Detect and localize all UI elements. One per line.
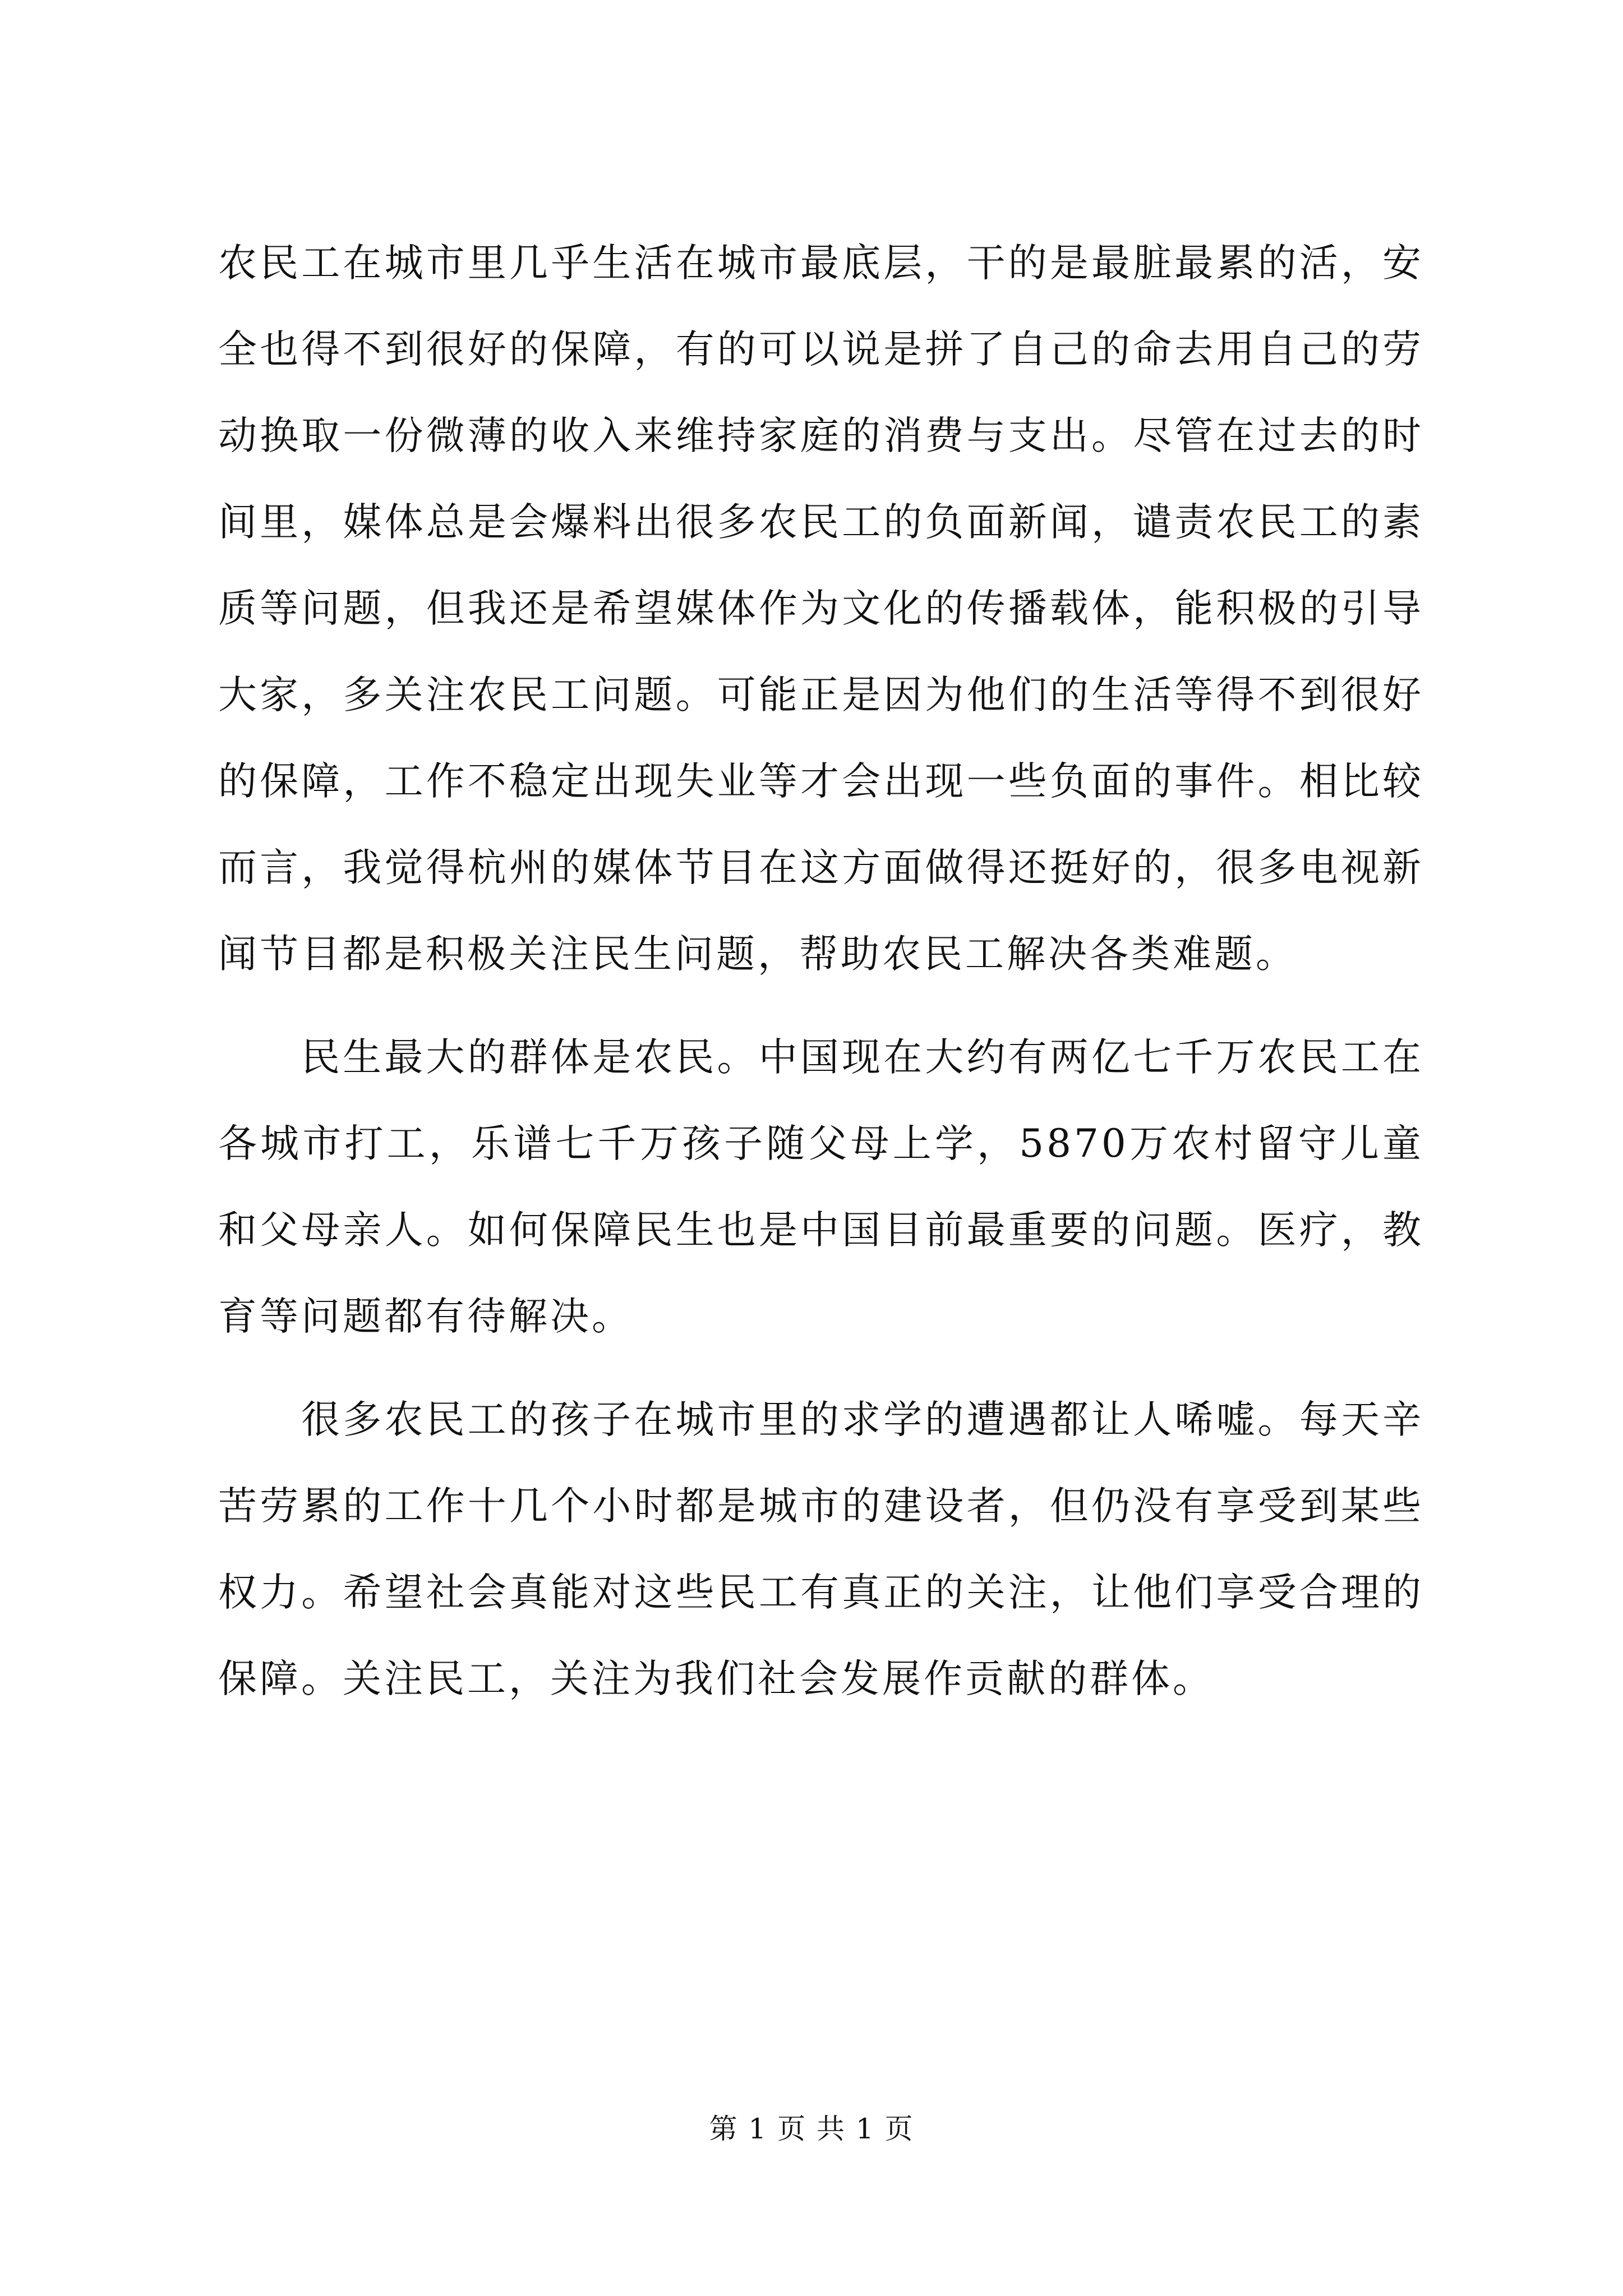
document-body <box>218 220 1424 1722</box>
paragraph-1: 农民工在城市里几乎生活在城市最底层，干的是最脏最累的活，安全也得不到很好的保障，有的可以说是拼了自己的命去用自己的劳动换取一份微薄的收入来维持家庭的消费与支出。尽管在过去的时间里，媒体总是会爆料出很多农民工的负面新闻，谴责农民工的素质等问题，但我还是希望媒体作为文化的传播载体，能积极的引导大家，多关注农民工问题。可能正是因为他们的生活等得不到很好的保障，工作不稳定出现失业等才会出现一些负面的事件。相比较而言，我觉得杭州的媒体节目在这方面做得还挺好的，很多电视新闻节目都是积极关注民生问题，帮助农民工解决各类难题。 <box>218 241 1424 977</box>
page-number-footer: 第 1 页 共 1 页 <box>709 2113 914 2145</box>
paragraph-2: 民生最大的群体是农民。中国现在大约有两亿七千万农民工在各城市打工，乐谱七千万孩子随父母上学，5870万农村留守儿童和父母亲人。如何保障民生也是中国目前最重要的问题。医疗，教育等问题都有待解决。 <box>218 1035 1424 1339</box>
paragraph-3: 很多农民工的孩子在城市里的求学的遭遇都让人唏嘘。每天辛苦劳累的工作十几个小时都是城市的建设者，但仍没有享受到某些权力。希望社会真能对这些民工有真正的关注，让他们享受合理的保障。关注民工，关注为我们社会发展作贡献的群体。 <box>218 1397 1424 1701</box>
